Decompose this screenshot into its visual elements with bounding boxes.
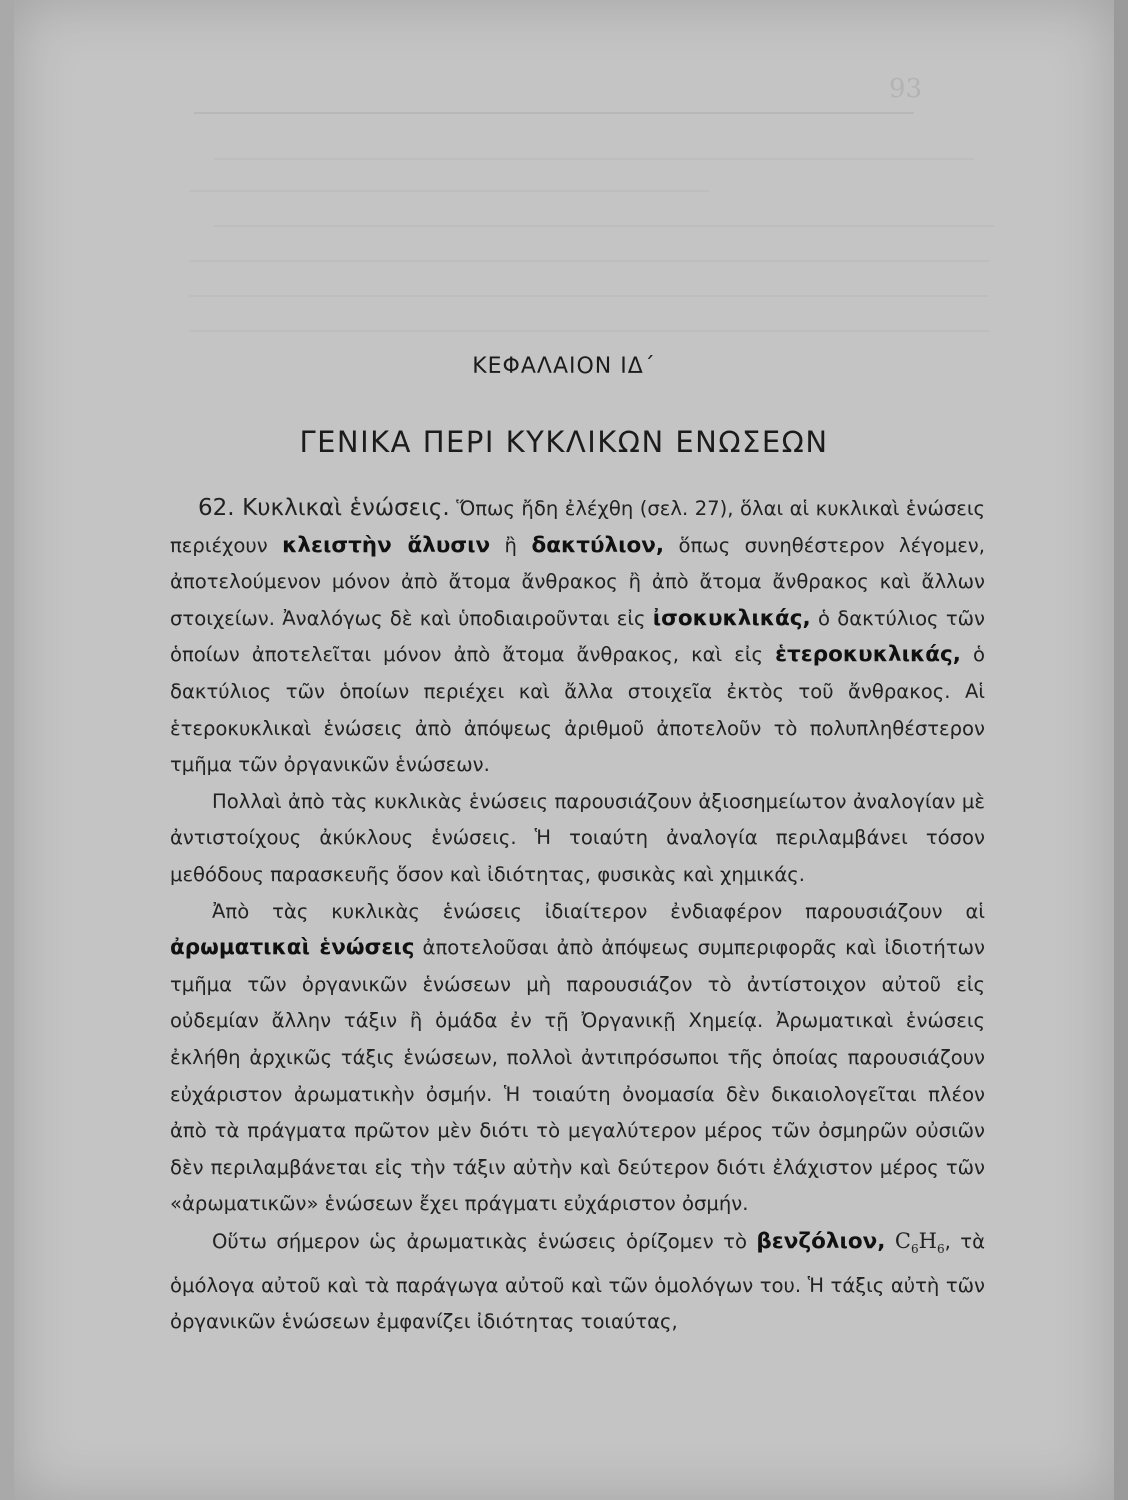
bold-term-heterocyclic: ἑτεροκυκλικάς, <box>775 642 961 668</box>
bold-term-isocyclic: ἰσοκυκλικάς, <box>652 605 811 631</box>
bleed-through-text <box>189 295 989 297</box>
paragraph-2: Πολλαὶ ἀπὸ τὰς κυκλικὰς ἑνώσεις παρουσιάζουν ἀξιοσημείωτον ἀναλογίαν μὲ ἀντιστοίχους ἀκύκλους ἑνώσεις. Ἡ τοιαύτη ἀναλογία περιλαμβάνει τόσον μεθόδους παρασκευῆς ὅσον καὶ ἰδιότητας, φυσικὰς καὶ χημικάς. <box>170 789 985 886</box>
text-run: ἢ <box>490 533 532 557</box>
text-run: ὁ δακτύλιος τῶν ὁποίων ἀποτελεῖται μόνον ἀπὸ ἄτομα ἄνθρακος, καὶ εἰς <box>170 606 985 667</box>
chapter-label: ΚΕΦΑΛΑΙΟΝ ΙΔ΄ <box>472 354 656 379</box>
paragraph-1 <box>170 490 985 784</box>
chapter-title: ΓΕΝΙΚΑ ΠΕΡΙ ΚΥΚΛΙΚΩΝ ΕΝΩΣΕΩΝ <box>299 425 829 459</box>
bleed-through-page-number: 93 <box>889 74 923 104</box>
bold-term-ring: δακτύλιον, <box>531 532 665 558</box>
bleed-through-text <box>214 225 994 227</box>
text-run: Ὅπως ἤδη ἐλέχθη (σελ. 27), ὅλαι αἱ κυκλικαὶ ἑνώσεις περιέχουν <box>170 497 985 557</box>
text-run: ὅπως συνηθέστερον λέγομεν, ἀποτελούμενον μόνον ἀπὸ ἄτομα ἄνθρακος ἢ ἀπὸ ἄτομα ἄνθρακος καὶ ἄλλων στοιχείων. Ἀναλόγως δὲ καὶ ὑποδιαιροῦνται εἰς <box>170 533 985 630</box>
text-run: ἀποτελοῦσαι ἀπὸ ἀπόψεως συμπεριφορᾶς καὶ ἰδιοτήτων τμῆμα τῶν ὀργανικῶν ἑνώσεων μὴ παρουσιάζον τὸ ἀντίστοιχον αὐτοῦ εἰς οὐδεμίαν ἄλλην τάξιν ἢ ὁμάδα ἐν τῇ Ὀργανικῇ Χημείᾳ. Ἀρωματικαὶ ἑνώσεις ἐκλήθη ἀρχικῶς τάξις ἑνώσεων, πολλοὶ ἀντιπρόσωποι τῆς ὁποίας παρουσιάζουν εὐχάριστον ἀρωματικὴν ὀσμήν. Ἡ τοιαύτη ὀνομασία δὲν δικαιολογεῖται πλέον ἀπὸ τὰ πράγματα πρῶτον μὲν διότι τὸ μεγαλύτερον μέρος τῶν ὀσμηρῶν οὐσιῶν δὲν περιλαμβάνεται εἰς τὴν τάξιν αὐτὴν καὶ δεύτερον διότι ἐλάχιστον μέρος τῶν «ἀρωματικῶν» ἑνώσεων ἔχει πράγματι εὐχάριστον ὀσμήν. <box>170 936 985 1216</box>
paragraph-4 <box>170 1223 985 1341</box>
bleed-through-text <box>189 330 989 332</box>
text-run: ὁ δακτύλιος τῶν ὁποίων περιέχει καὶ ἄλλα στοιχεῖα ἐκτὸς τοῦ ἄνθρακος. Αἱ ἑτεροκυκλικαὶ ἑνώσεις ἀπὸ ἀπόψεως ἀριθμοῦ ἀποτελοῦν τὸ πολυπληθέστερον τμῆμα τῶν ὀργανικῶν ἑνώσεων. <box>170 643 985 777</box>
bold-term-benzene: βενζόλιον, <box>756 1228 886 1254</box>
bold-term-closed-chain: κλειστὴν ἅλυσιν <box>282 532 491 558</box>
text-run: Ἀπὸ τὰς κυκλικὰς ἑνώσεις ἰδιαίτερον ἐνδιαφέρον παρουσιάζουν αἱ <box>212 899 985 923</box>
bleed-through-text <box>214 158 974 160</box>
benzene-formula: $C_6H_6$ <box>894 1228 945 1257</box>
bleed-through-text <box>189 190 709 192</box>
bleed-through-text <box>189 260 989 262</box>
bold-term-aromatic-compounds: ἀρωματικαὶ ἑνώσεις <box>170 935 415 961</box>
text-run: Οὕτω σήμερον ὡς ἀρωματικὰς ἑνώσεις ὁρίζομεν τὸ <box>212 1229 757 1253</box>
section-body <box>170 490 985 1341</box>
paragraph-3 <box>170 894 985 1223</box>
section-title: 62. Κυκλικαὶ ἑνώσεις. <box>198 495 450 521</box>
text-run: , τὰ ὁμόλογα αὐτοῦ καὶ τὰ παράγωγα αὐτοῦ καὶ τῶν ὁμολόγων του. Ἡ τάξις αὐτὴ τῶν ὀργανικῶν ἑνώσεων ἐμφανίζει ἰδιότητας τοιαύτας, <box>170 1229 985 1334</box>
bleed-through-rule <box>194 112 914 114</box>
page-edge <box>1114 0 1128 1500</box>
